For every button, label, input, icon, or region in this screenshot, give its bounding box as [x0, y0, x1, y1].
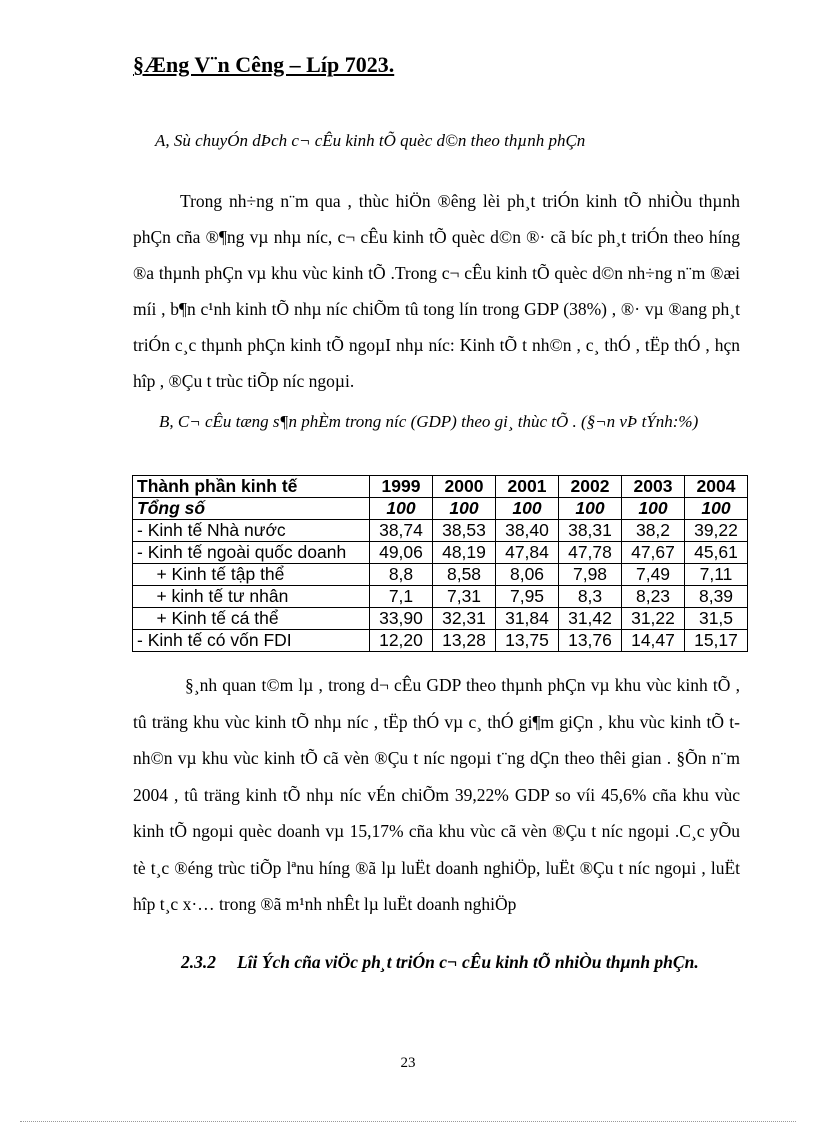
table-cell: 47,78 [559, 542, 622, 564]
table-row [133, 542, 748, 564]
table-cell: 100 [496, 498, 559, 520]
table-row [133, 564, 748, 586]
table-cell: - Kinh tế Nhà nước [133, 520, 370, 542]
table-cell: 38,40 [496, 520, 559, 542]
paragraph-1: Trong nh÷ng n¨m qua , thùc hiÖn ®êng lèi ph¸t triÓn kinh tÕ nhiÒu thµnh phÇn cña ®¶ng vµ nhµ níc, c¬ cÊu kinh tÕ quèc d©n ®· cã bíc ph¸t triÓn theo híng ®a thµnh phÇn vµ khu vùc kinh tÕ .Trong c¬ cÊu kinh tÕ quèc d©n nh÷ng n¨m ®æi míi , b¶n c¹nh kinh tÕ nhµ níc chiÕm tû tong lín trong GDP (38%) , ®· vµ ®ang ph¸t triÓn c¸c thµnh phÇn kinh tÕ ngoµI nhµ níc: Kinh tÕ t nh©n , c¸ thÓ , tËp thÓ , hçn hîp , ®Çu t trùc tiÕp níc ngoµi. [133, 191, 740, 391]
table-cell: 38,74 [370, 520, 433, 542]
table-row [133, 586, 748, 608]
paragraph-2: §¸nh quan t©m lµ , trong d¬ cÊu GDP theo thµnh phÇn vµ khu vùc kinh tÕ , tû träng khu vùc kinh tÕ nhµ níc , tËp thÓ vµ c¸ thÓ gi¶m giÇn , khu vùc kinh tÕ t nh©n vµ khu vùc kinh tÕ cã vèn ®Çu t níc ngoµi t¨ng dÇn theo thêi gian . §Õn n¨m 2004 , tû träng kinh tÕ nhµ níc vÉn chiÕm 39,22% GDP so víi 45,6% cña khu vùc kinh tÕ ngoµi quèc doanh vµ 15,17% cña khu vùc cã vèn ®Çu t níc ngoµi .C¸c yÕu tè t¸c ®éng trùc tiÕp lªnu híng ®ã lµ luËt doanh nghiÖp, luËt ®Çu t níc ngoµi , luËt hîp t¸c x·… trong ®ã m¹nh nhÊt lµ luËt doanh nghiÖp [133, 675, 740, 914]
table-cell: 12,20 [370, 630, 433, 652]
table-cell: 31,84 [496, 608, 559, 630]
table-cell: 31,5 [685, 608, 748, 630]
page-bottom-divider [20, 1121, 796, 1122]
table-cell: 39,22 [685, 520, 748, 542]
section-a-heading: A, Sù chuyÓn dÞch c¬ cÊu kinh tÕ quèc d©n theo thµnh phÇn [155, 131, 586, 150]
table-cell: + kinh tế tư nhân [133, 586, 370, 608]
table-cell: 7,49 [622, 564, 685, 586]
table-cell: 100 [622, 498, 685, 520]
table-cell: 38,31 [559, 520, 622, 542]
table-cell: 8,8 [370, 564, 433, 586]
table-cell: 7,1 [370, 586, 433, 608]
table-cell: 31,42 [559, 608, 622, 630]
table-cell: Tổng số [133, 498, 370, 520]
table-cell: 47,67 [622, 542, 685, 564]
table-cell: 47,84 [496, 542, 559, 564]
table-cell: 38,53 [433, 520, 496, 542]
gdp-structure-table [132, 475, 748, 652]
table-cell: 13,75 [496, 630, 559, 652]
table-total-row [133, 498, 748, 520]
table-header-cell: 2004 [685, 476, 748, 498]
table-header-cell: 1999 [370, 476, 433, 498]
subsection-number: 2.3.2 [181, 952, 216, 972]
table-cell: 13,76 [559, 630, 622, 652]
table-cell: 7,11 [685, 564, 748, 586]
table-cell: 100 [559, 498, 622, 520]
table-cell: 8,06 [496, 564, 559, 586]
table-header-row [133, 476, 748, 498]
table-cell: 14,47 [622, 630, 685, 652]
section-b-heading: B, C¬ cÊu tæng s¶n phÈm trong níc (GDP) theo gi¸ thùc tÕ . (§¬n vÞ tÝnh:%) [159, 412, 699, 431]
table-cell: 48,19 [433, 542, 496, 564]
table-cell: 31,22 [622, 608, 685, 630]
table-cell: 38,2 [622, 520, 685, 542]
page-number: 23 [400, 1055, 416, 1071]
table-cell: 15,17 [685, 630, 748, 652]
table-row [133, 608, 748, 630]
table-cell: - Kinh tế có vốn FDI [133, 630, 370, 652]
subsection-title: Lîi Ých cña viÖc ph¸t triÓn c¬ cÊu kinh tÕ nhiÒu thµnh phÇn. [237, 952, 699, 972]
table-cell: 49,06 [370, 542, 433, 564]
table-cell: 100 [433, 498, 496, 520]
table-row [133, 630, 748, 652]
table-cell: 8,39 [685, 586, 748, 608]
table-header-cell: 2003 [622, 476, 685, 498]
table-cell: 33,90 [370, 608, 433, 630]
table-row [133, 520, 748, 542]
document-header: §Æng V¨n Cêng – Líp 7023. [133, 52, 395, 77]
table-cell: + Kinh tế tập thể [133, 564, 370, 586]
table-cell: 32,31 [433, 608, 496, 630]
table-cell: 8,58 [433, 564, 496, 586]
table-cell: 7,31 [433, 586, 496, 608]
table-cell: 8,23 [622, 586, 685, 608]
table-header-cell: 2000 [433, 476, 496, 498]
table-cell: 100 [685, 498, 748, 520]
table-cell: 7,95 [496, 586, 559, 608]
table-cell: + Kinh tế cá thể [133, 608, 370, 630]
subsection-heading [181, 952, 699, 973]
table-cell: 7,98 [559, 564, 622, 586]
table-cell: 100 [370, 498, 433, 520]
table-cell: 45,61 [685, 542, 748, 564]
table-header-cell: 2001 [496, 476, 559, 498]
table-header-cell: 2002 [559, 476, 622, 498]
table-cell: 13,28 [433, 630, 496, 652]
table-cell: 8,3 [559, 586, 622, 608]
table-cell: - Kinh tế ngoài quốc doanh [133, 542, 370, 564]
table-header-cell: Thành phần kinh tế [133, 476, 370, 498]
